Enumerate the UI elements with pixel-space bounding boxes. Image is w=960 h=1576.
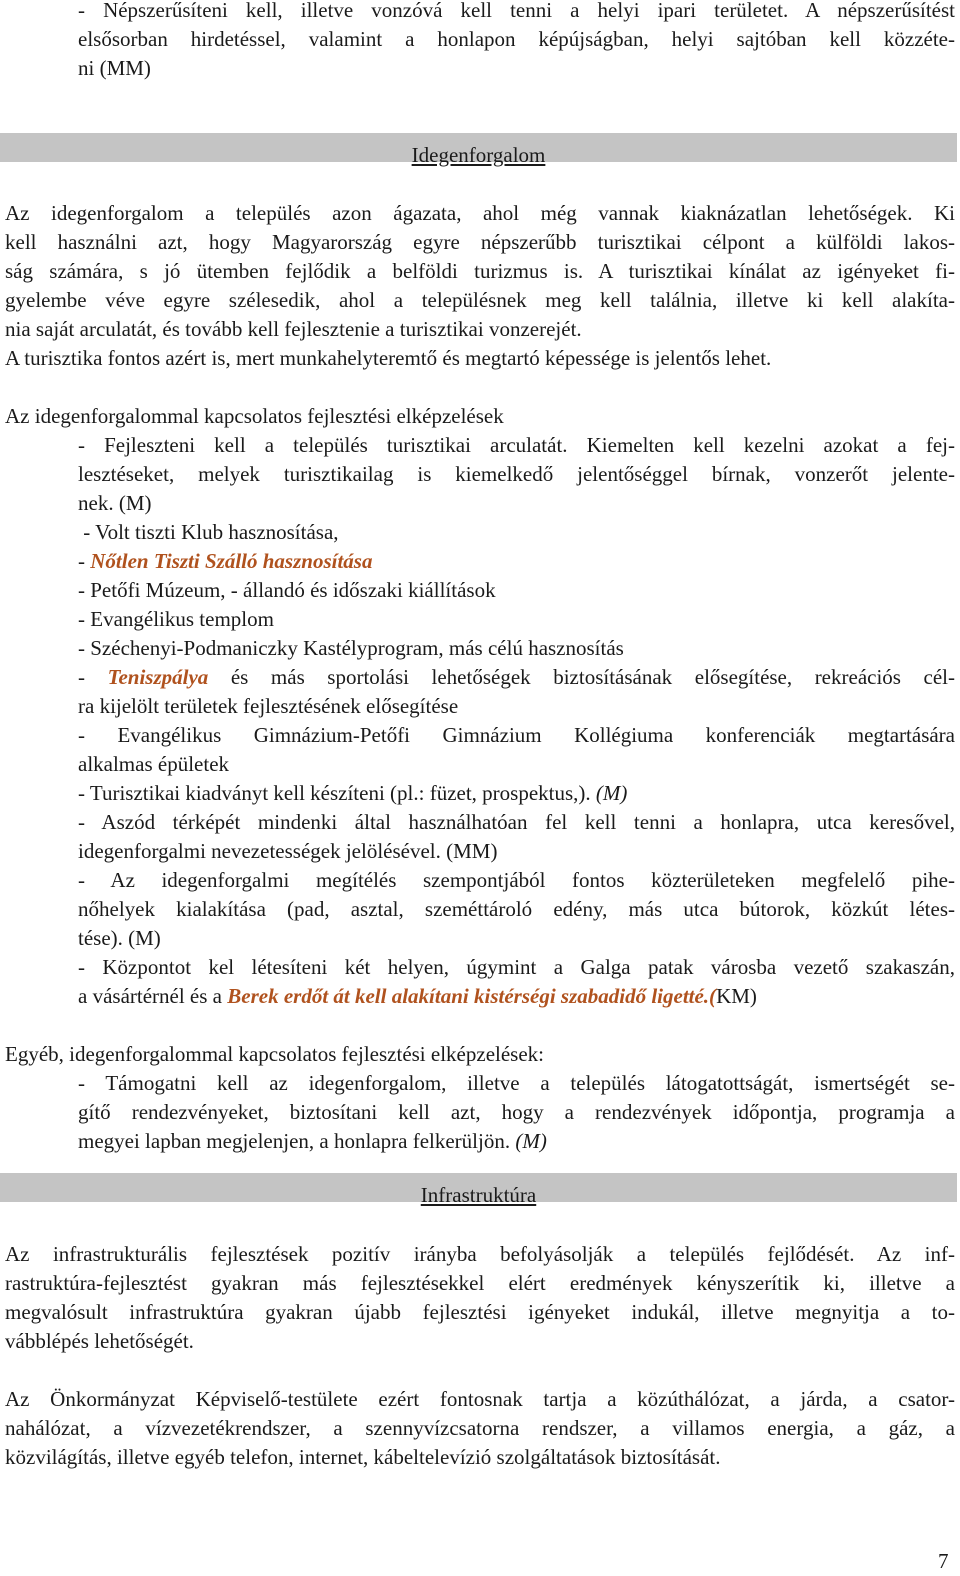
item-k-line-3: tése). (M)	[78, 926, 161, 950]
infra-p1-line-3: megvalósult infrastruktúra gyakran újabb fejlesztési igényeket indukál, illetve megnyitja a to-	[5, 1300, 955, 1324]
item-j-line-1: - Aszód térképét mindenki által használhatóan fel kell tenni a honlapra, utca keresővel,	[78, 810, 955, 834]
item-b: - Volt tiszti Klub hasznosítása,	[78, 520, 339, 544]
infra-p2-line-1: Az Önkormányzat Képviselő-testülete ezért fontosnak tartja a közúthálózat, a járda, a csator-	[5, 1387, 955, 1411]
idegen-sub-heading: Az idegenforgalommal kapcsolatos fejlesztési elképzelések	[5, 404, 504, 428]
intro-line-2: elsősorban hirdetéssel, valamint a honlapon képújságban, helyi sajtóban kell közzéte-	[78, 27, 955, 51]
section-heading-idegenforgalom	[0, 133, 957, 167]
item-i	[78, 779, 627, 808]
item-h-line-1: - Evangélikus Gimnázium-Petőfi Gimnázium Kollégiuma konferenciák megtartására	[78, 723, 955, 747]
item-a-line-3: nek. (M)	[78, 491, 152, 515]
other-line-3	[78, 1127, 547, 1156]
other-heading: Egyéb, idegenforgalommal kapcsolatos fejlesztési elképzelések:	[5, 1042, 544, 1066]
item-k-line-1: - Az idegenforgalmi megítélés szempontjából fontos közterületeken megfelelő pihe-	[78, 868, 955, 892]
idegen-p1-line-2: kell használni azt, hogy Magyarország egyre népszerűbb turisztikai célpont a külföldi lakos-	[5, 230, 955, 254]
other-line-3-text: megyei lapban megjelenjen, a honlapra felkerüljön.	[78, 1129, 516, 1153]
idegen-p2: A turisztika fontos azért is, mert munkahelyteremtő és megtartó képessége is jelentős lehet.	[5, 346, 772, 370]
infra-p2-line-2: nahálózat, a vízvezetékrendszer, a szennyvízcsatorna rendszer, a villamos energia, a gáz, a	[5, 1416, 955, 1440]
item-i-ref: (M)	[595, 781, 628, 805]
other-line-3-ref: (M)	[515, 1129, 547, 1153]
item-h-line-2: alkalmas épületek	[78, 752, 230, 776]
idegen-p1-line-5: nia saját arculatát, és tovább kell fejlesztenie a turisztikai vonzerejét.	[5, 317, 582, 341]
section-heading-infrastruktura	[0, 1173, 957, 1207]
section-heading-infrastruktura-text: Infrastruktúra	[420, 1183, 537, 1207]
page-number: 7	[938, 1549, 949, 1573]
item-g-rest: és más sportolási lehetőségek biztosításának elősegítése, rekreációs cél-	[208, 665, 955, 689]
infra-p2-line-3: közvilágítás, illetve egyéb telefon, internet, kábeltelevízió szolgáltatások biztosítását.	[5, 1445, 721, 1469]
item-i-text: - Turisztikai kiadványt kell készíteni (pl.: füzet, prospektus,).	[78, 781, 596, 805]
infra-p1-line-2: rastruktúra-fejlesztést gyakran más fejlesztésekkel elért eredmények kényszerítik ki, illetve a	[5, 1271, 955, 1295]
item-k-line-2: nőhelyek kialakítása (pad, asztal, szeméttároló edény, más utca bútorok, közkút létes-	[78, 897, 955, 921]
item-g-line-2: ra kijelölt területek fejlesztésének elősegítése	[78, 694, 459, 718]
item-g-line-1	[78, 663, 955, 692]
item-l-highlight: Berek erdőt át kell alakítani kistérségi szabadidő ligetté.(	[227, 984, 717, 1008]
item-l-prefix: a vásártérnél és a	[78, 984, 228, 1008]
infra-p1-line-4: vábblépés lehetőségét.	[5, 1329, 194, 1353]
intro-line-3: ni (MM)	[78, 56, 151, 80]
idegen-p1-line-1: Az idegenforgalom a település azon ágazata, ahol még vannak kiaknázatlan lehetőségek. Ki	[5, 201, 955, 225]
item-c-highlight: Nőtlen Tiszti Szálló hasznosítása	[90, 549, 373, 573]
item-l-rest: KM)	[716, 984, 757, 1008]
item-d: - Petőfi Múzeum, - állandó és időszaki kiállítások	[78, 578, 496, 602]
infra-p1-line-1: Az infrastrukturális fejlesztések pozitív irányba befolyásolják a település fejlődését. Az inf-	[5, 1242, 955, 1266]
item-c	[78, 547, 372, 576]
section-heading-idegenforgalom-text: Idegenforgalom	[411, 143, 546, 167]
item-e: - Evangélikus templom	[78, 607, 274, 631]
idegen-p1-line-3: ság számára, s jó ütemben fejlődik a belföldi turizmus is. A turisztikai kínálat az igényeket fi-	[5, 259, 955, 283]
intro-line-1: - Népszerűsíteni kell, illetve vonzóvá kell tenni a helyi ipari területet. A népszerűsítést	[78, 0, 955, 22]
item-g-prefix: -	[78, 665, 108, 689]
idegen-p1-line-4: gyelembe véve egyre szélesedik, ahol a településnek meg kell találnia, illetve ki kell alakíta-	[5, 288, 955, 312]
item-l-line-1: - Központot kel létesíteni két helyen, úgymint a Galga patak városba vezető szakaszán,	[78, 955, 955, 979]
other-line-1: - Támogatni kell az idegenforgalom, illetve a település látogatottságát, ismertségét se-	[78, 1071, 955, 1095]
item-c-prefix: -	[78, 549, 91, 573]
item-f: - Széchenyi-Podmaniczky Kastélyprogram, más célú hasznosítás	[78, 636, 624, 660]
item-a-line-2: lesztéseket, melyek turisztikailag is kiemelkedő jelentőséggel bírnak, vonzerőt jelente-	[78, 462, 955, 486]
other-line-2: gítő rendezvényeket, biztosítani kell azt, hogy a rendezvények időpontja, programja a	[78, 1100, 955, 1124]
item-g-highlight: Teniszpálya	[107, 665, 209, 689]
item-a-line-1: - Fejleszteni kell a település turisztikai arculatát. Kiemelten kell kezelni azokat a fej-	[78, 433, 955, 457]
item-j-line-2: idegenforgalmi nevezetességek jelölésével. (MM)	[78, 839, 498, 863]
item-l-line-2	[78, 982, 757, 1011]
